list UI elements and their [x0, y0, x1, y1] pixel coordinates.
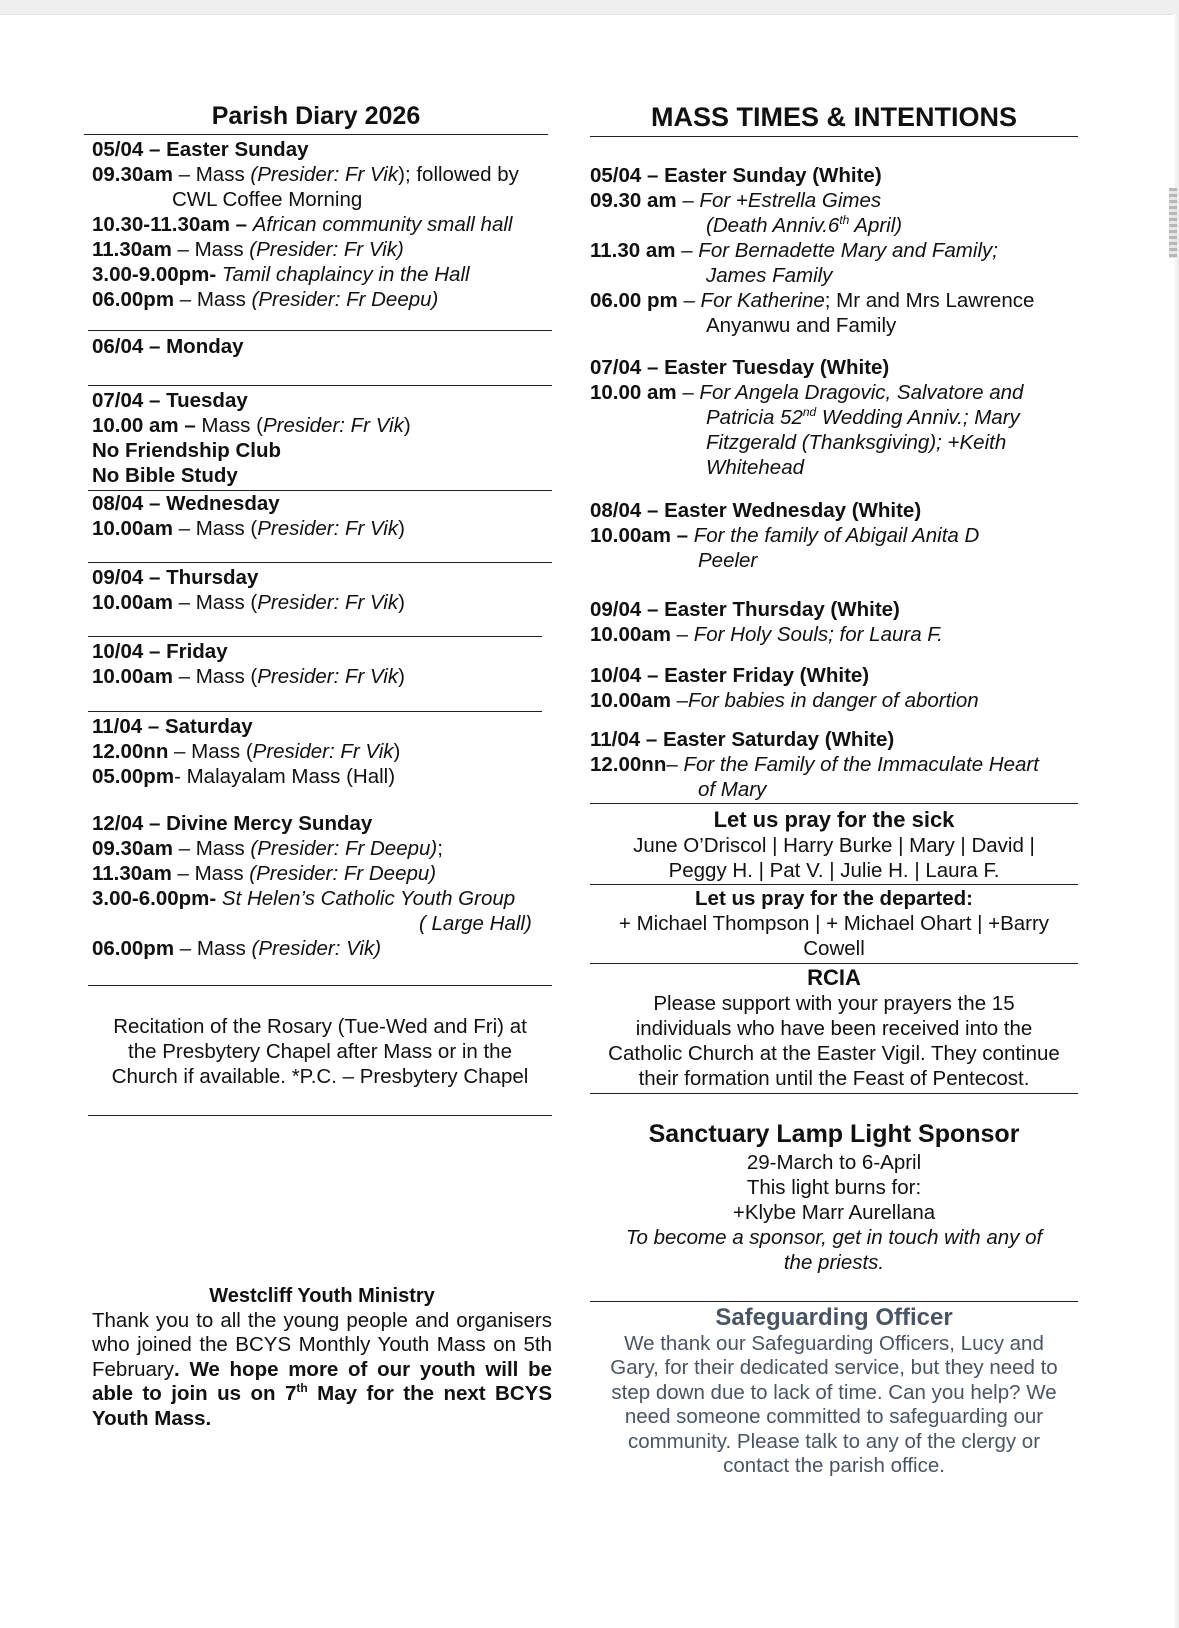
- diary-day-friday: [88, 639, 552, 689]
- rcia-text: individuals who have been received into the: [635, 1017, 1033, 1040]
- diary-text: ( Large Hall): [419, 912, 532, 935]
- mass-text: –: [666, 753, 684, 776]
- mass-text: –: [670, 623, 694, 646]
- diary-date: 12/04 –: [92, 812, 167, 835]
- diary-text: CWL Coffee Morning: [172, 188, 363, 211]
- rcia-text: their formation until the Feast of Pentecost.: [638, 1067, 1030, 1090]
- diary-date: 08/04 – Wednesday: [92, 492, 280, 515]
- mass-day-easter-sunday: [590, 163, 1078, 338]
- diary-time: 05.00pm: [92, 765, 175, 788]
- diary-time: 11.30am: [92, 862, 172, 885]
- mass-intention: ; Mr and Mrs Lawrence: [824, 289, 1035, 312]
- mass-intention: Wedding Anniv.; Mary: [816, 406, 1020, 429]
- diary-date: 07/04 – Tuesday: [92, 389, 248, 412]
- mass-intention: Whitehead: [706, 456, 805, 479]
- rosary-text: the Presbytery Chapel after Mass or in the: [128, 1040, 512, 1063]
- mass-intention: James Family: [706, 264, 833, 287]
- diary-text: St Helen’s Catholic Youth Group: [221, 887, 516, 910]
- scroll-indicator[interactable]: [1169, 188, 1177, 258]
- diary-text: ): [393, 740, 401, 763]
- youth-text: th: [296, 1381, 308, 1396]
- diary-day-tuesday: [88, 388, 552, 488]
- diary-text: ): [398, 665, 405, 688]
- diary-day-easter-sunday: [88, 137, 552, 312]
- diary-time: 11.30am: [92, 238, 172, 261]
- mass-intention: For Bernadette Mary and Family;: [698, 239, 998, 262]
- diary-day-divine-mercy-sunday: [88, 811, 552, 961]
- youth-text: .: [174, 1357, 180, 1381]
- diary-time: 10.00am: [92, 517, 173, 540]
- mass-date: 08/04 – Easter Wednesday (White): [590, 499, 922, 522]
- divider: [88, 615, 542, 637]
- diary-text: ); followed by: [398, 163, 519, 186]
- rosary-text: Church if available. *P.C. – Presbytery Chapel: [111, 1065, 529, 1088]
- diary-day-thursday: [88, 565, 552, 615]
- pray-for-sick: [590, 806, 1078, 883]
- diary-presider: (Presider: Fr Vik): [249, 238, 404, 261]
- rcia-section: [590, 964, 1078, 1091]
- diary-day-saturday: [88, 714, 552, 789]
- mass-intention: of Mary: [698, 778, 767, 801]
- rcia-text: Catholic Church at the Easter Vigil. They continue: [608, 1042, 1060, 1065]
- mass-intention: Fitzgerald (Thanksgiving); +Keith: [706, 431, 1007, 454]
- mass-time: 11.30 am: [590, 239, 676, 262]
- mass-time: 09.30 am: [590, 189, 677, 212]
- mass-text: –: [676, 381, 700, 404]
- divider: [88, 312, 552, 331]
- mass-text: –: [677, 289, 701, 312]
- diary-text: Mass (: [195, 414, 263, 437]
- diary-time: 10.00 am –: [92, 414, 196, 437]
- safeguarding-line: Gary, for their dedicated service, but they need to: [610, 1356, 1058, 1380]
- diary-text: ): [403, 414, 411, 437]
- sick-title: Let us pray for the sick: [713, 807, 955, 832]
- lamp-dates: 29-March to 6-April: [746, 1151, 922, 1174]
- sanctuary-lamp-title: Sanctuary Lamp Light Sponsor: [648, 1120, 1020, 1148]
- diary-time: 3.00-9.00pm-: [92, 263, 222, 286]
- diary-presider: (Presider: Fr Deepu): [251, 288, 439, 311]
- mass-time: 10.00am: [590, 623, 671, 646]
- diary-text: – Mass (: [172, 665, 258, 688]
- safeguarding-section: [590, 1304, 1078, 1478]
- diary-time: 10.30-11.30am –: [92, 213, 253, 236]
- divider: [88, 1089, 552, 1116]
- divider: [88, 689, 542, 712]
- lamp-dedication: +Klybe Marr Aurellana: [732, 1201, 936, 1224]
- diary-notice: No Bible Study: [92, 464, 238, 487]
- diary-time: 09.30am: [92, 163, 173, 186]
- lamp-sponsor-info: To become a sponsor, get in touch with any of: [625, 1226, 1043, 1249]
- mass-intention: For Holy Souls; for Laura F.: [693, 623, 943, 646]
- rosary-text: Recitation of the Rosary (Tue-Wed and Fri) at: [113, 1015, 527, 1038]
- diary-text: – Mass (: [168, 740, 253, 763]
- mass-text: –: [675, 239, 699, 262]
- divider: [590, 1091, 1078, 1094]
- mass-intention: For Angela Dragovic, Salvatore and: [699, 381, 1024, 404]
- rosary-notice: [88, 1014, 552, 1089]
- mass-time: 10.00am –: [590, 524, 689, 547]
- rcia-title: RCIA: [807, 965, 861, 990]
- departed-names: Cowell: [803, 937, 865, 960]
- divider: [88, 541, 552, 563]
- mass-intention: For +Estrella Gimes: [699, 189, 882, 212]
- diary-date: 11/04 – Saturday: [92, 715, 253, 738]
- diary-text: - Malayalam Mass (Hall): [174, 765, 396, 788]
- safeguarding-line: We thank our Safeguarding Officers, Lucy and: [624, 1332, 1044, 1355]
- diary-text: – Mass: [174, 937, 252, 960]
- mass-date: 10/04 – Easter Friday (White): [590, 664, 870, 687]
- mass-intention: April): [849, 214, 903, 237]
- mass-times-title: MASS TIMES & INTENTIONS: [590, 98, 1078, 137]
- mass-date: 09/04 – Easter Thursday (White): [590, 598, 900, 621]
- mass-text: –: [676, 189, 700, 212]
- youth-ministry: [88, 1284, 552, 1431]
- mass-date: 11/04 – Easter Saturday (White): [590, 728, 895, 751]
- diary-presider: (Presider: Vik): [251, 937, 382, 960]
- diary-text: – Mass (: [172, 591, 258, 614]
- mass-time: 06.00 pm: [590, 289, 678, 312]
- departed-title: Let us pray for the departed:: [695, 887, 973, 910]
- diary-time: 10.00am: [92, 591, 173, 614]
- diary-time: 3.00-6.00pm-: [92, 887, 222, 910]
- mass-day-easter-thursday: [590, 597, 1078, 647]
- youth-text: Thank you to all the young people and organisers who joined the BCYS Monthly Youth Mass on 5th February: [92, 1309, 552, 1381]
- safeguarding-line: community. Please talk to any of the clergy or: [627, 1429, 1041, 1453]
- mass-day-easter-saturday: [590, 727, 1078, 802]
- diary-text: – Mass: [172, 163, 251, 186]
- mass-date: 05/04 – Easter Sunday (White): [590, 164, 882, 187]
- diary-presider: (Presider: Fr Deepu): [249, 862, 437, 885]
- diary-text: – Mass (: [172, 517, 258, 540]
- diary-date: 10/04 – Friday: [92, 640, 228, 663]
- departed-names: + Michael Thompson | + Michael Ohart | +Barry: [618, 912, 1050, 935]
- safeguarding-title: Safeguarding Officer: [715, 1304, 953, 1331]
- sick-names: June O’Driscol | Harry Burke | Mary | David |: [633, 834, 1035, 857]
- divider: [590, 802, 1078, 804]
- mass-intention: Peeler: [698, 549, 758, 572]
- mass-times-column: [590, 98, 1078, 1478]
- mass-intention: th: [839, 213, 850, 228]
- diary-day-wednesday: [88, 491, 552, 541]
- mass-intention: For Katherine: [700, 289, 825, 312]
- diary-presider: Presider: Fr Vik: [262, 414, 404, 437]
- diary-date: 05/04 – Easter Sunday: [92, 138, 309, 161]
- lamp-sponsor-info: the priests.: [783, 1251, 885, 1274]
- mass-intention: Anyanwu and Family: [706, 314, 897, 337]
- diary-date: Divine Mercy Sunday: [166, 812, 373, 835]
- mass-time: 10.00 am: [590, 381, 677, 404]
- diary-time: 12.00nn: [92, 740, 169, 763]
- pray-for-departed: [590, 886, 1078, 961]
- diary-presider: Presider: Fr Vik: [252, 740, 394, 763]
- mass-intention: For babies in danger of abortion: [688, 689, 979, 712]
- diary-time: 06.00pm: [92, 937, 175, 960]
- diary-date: 06/04 – Monday: [92, 335, 244, 358]
- diary-presider: (Presider: Fr Vik: [250, 163, 399, 186]
- mass-time: 10.00am: [590, 689, 671, 712]
- diary-day-monday: [88, 334, 552, 359]
- diary-text: ): [398, 517, 405, 540]
- diary-text: – Mass: [174, 288, 252, 311]
- window-top-bar: [0, 0, 1179, 15]
- safeguarding-line: contact the parish office.: [723, 1454, 945, 1478]
- mass-intention: Patricia 52: [706, 406, 803, 429]
- mass-text: –: [670, 689, 689, 712]
- youth-text: May for the next BCYS Youth Mass.: [92, 1382, 552, 1430]
- diary-text: ): [398, 591, 405, 614]
- sanctuary-lamp-section: [590, 1118, 1078, 1275]
- diary-presider: Presider: Fr Vik: [257, 665, 399, 688]
- mass-time: 12.00nn: [590, 753, 667, 776]
- mass-intention: (Death Anniv.6: [706, 214, 840, 237]
- diary-text: – Mass: [171, 238, 250, 261]
- parish-diary-column: [88, 98, 552, 1431]
- diary-time: 09.30am: [92, 837, 173, 860]
- diary-presider: Presider: Fr Vik: [257, 517, 399, 540]
- sick-names: Peggy H. | Pat V. | Julie H. | Laura F.: [668, 859, 1000, 882]
- diary-text: Tamil chaplaincy in the Hall: [221, 263, 470, 286]
- divider: [590, 883, 1078, 885]
- diary-time: 10.00am: [92, 665, 173, 688]
- youth-ministry-title: Westcliff Youth Ministry: [209, 1285, 435, 1307]
- mass-intention: For the Family of the Immaculate Heart: [683, 753, 1039, 776]
- parish-diary-title: Parish Diary 2026: [84, 98, 548, 135]
- divider: [88, 359, 552, 386]
- diary-date: 09/04 – Thursday: [92, 566, 259, 589]
- diary-time: 06.00pm: [92, 288, 175, 311]
- mass-day-easter-wednesday: [590, 498, 1078, 573]
- youth-text: We hope more of our youth will be able to join us on 7: [92, 1357, 552, 1406]
- diary-presider: (Presider: Fr Deepu): [250, 837, 438, 860]
- safeguarding-text: [590, 1332, 1078, 1478]
- diary-presider: Presider: Fr Vik: [257, 591, 399, 614]
- rcia-text: Please support with your prayers the 15: [653, 992, 1015, 1015]
- mass-day-easter-tuesday: [590, 355, 1078, 480]
- mass-intention: nd: [802, 405, 817, 420]
- youth-ministry-text: [92, 1309, 552, 1431]
- diary-notice: No Friendship Club: [92, 439, 282, 462]
- safeguarding-line: step down due to lack of time. Can you help? We: [611, 1380, 1057, 1404]
- safeguarding-line: need someone committed to safeguarding our: [624, 1405, 1044, 1429]
- diary-text: – Mass: [171, 862, 250, 885]
- diary-text: African community small hall: [252, 213, 513, 236]
- mass-date: 07/04 – Easter Tuesday (White): [590, 356, 890, 379]
- mass-intention: For the family of Abigail Anita D: [688, 524, 980, 547]
- diary-text: ;: [437, 837, 443, 860]
- divider: [88, 961, 552, 986]
- diary-text: – Mass: [172, 837, 251, 860]
- mass-day-easter-friday: [590, 663, 1078, 713]
- lamp-text: This light burns for:: [746, 1176, 922, 1199]
- divider: [590, 1275, 1078, 1302]
